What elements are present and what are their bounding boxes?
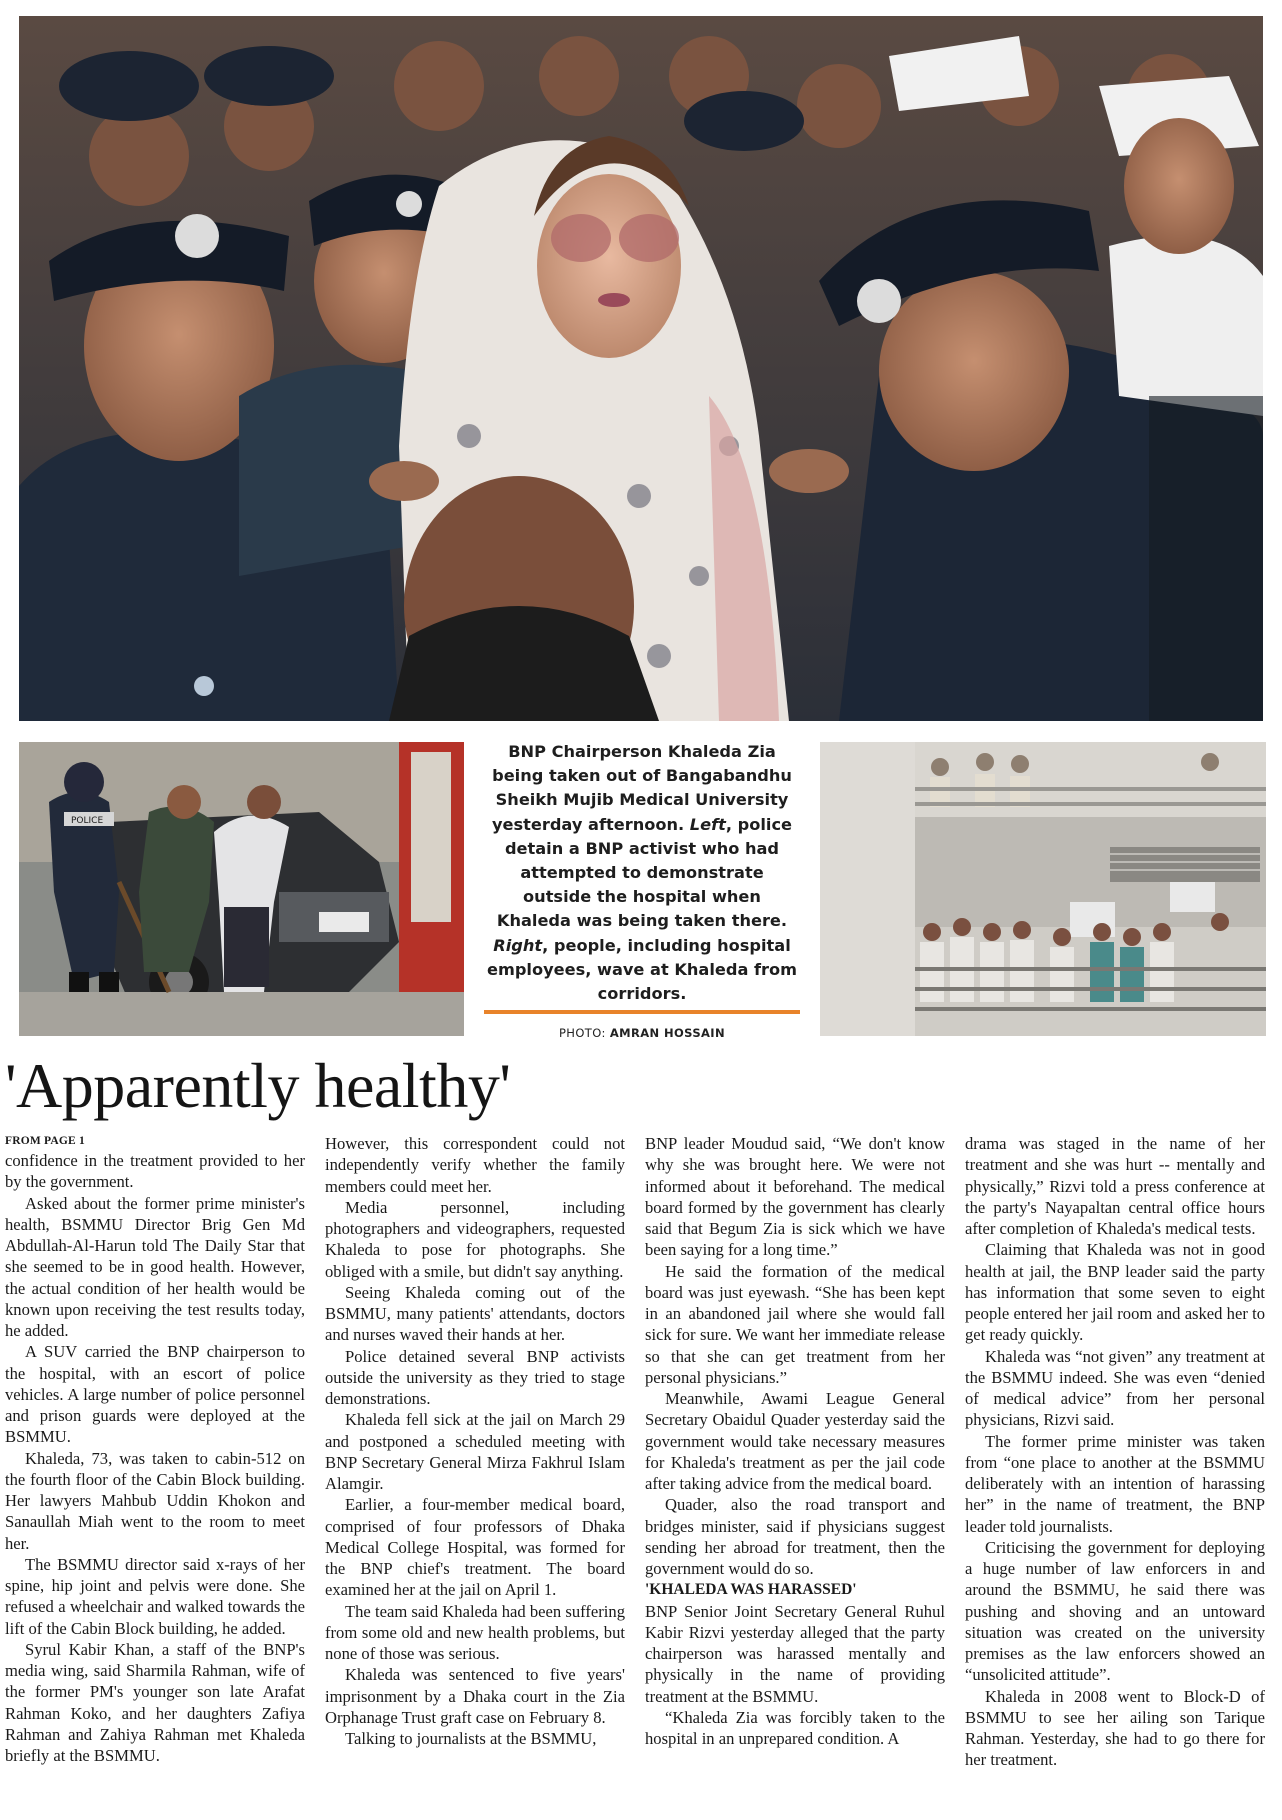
photo-credit [484,1026,800,1040]
main-photo [19,16,1263,721]
paragraph: Talking to journalists at the BSMMU, [345,1729,597,1748]
paragraph: drama was staged in the name of her treatment and she was hurt -- mentally and physically,” Rizvi told a press conference at the party's Nayapaltan central office hours after completion of Khaleda's medical tests. [965,1134,1265,1238]
paragraph: Syrul Kabir Khan, a staff of the BNP's media wing, said Sharmila Rahman, wife of the former PM's younger son late Arafat Rahman Koko, and her daughters Zafiya Rahman and Zahiya Rahman met Khaleda briefly at the BSMMU. [5,1639,305,1765]
caption-part-3: , people, including hospital employees, wave at Khaleda from corridors. [486,935,798,1004]
photo-credit-label: PHOTO: [558,1026,606,1040]
paragraph: However, this correspondent could not independently verify whether the family members could meet her. [325,1134,625,1196]
paragraph: “Khaleda Zia was forcibly taken to the hospital in an unprepared condition. A [645,1707,945,1748]
police-badge-text: POLICE [71,816,104,826]
paragraph: Khaleda, 73, was taken to cabin-512 on the fourth floor of the Cabin Block building. Her lawyers Mahbub Uddin Khokon and Sanaullah Miah went to the room to meet her. [5,1448,305,1553]
paragraph: confidence in the treatment provided to her by the government. [5,1151,305,1192]
paragraph: The BSMMU director said x-rays of her spine, hip joint and pelvis were done. She refused a wheelchair and walked towards the lift of the Cabin Block building, he added. [5,1554,305,1638]
caption-part-1: BNP Chairperson Khaleda Zia being taken out of Bangabandhu Sheikh Mujib Medical University yesterday afternoon. [491,742,792,834]
caption-part-2: , police detain a BNP activist who had attempted to demonstrate outside the hospital when Khaleda was being taken there. [496,814,793,931]
caption-right-word: Right [493,935,543,955]
headline: 'Apparently healthy' [5,1050,511,1121]
paragraph: Criticising the government for deploying a huge number of law enforcers in and around the BSMMU, he said there was pushing and shoving and an untoward situation was created on the university premises as the law enforcers showed an “unsolicited attitude”. [965,1537,1265,1685]
left-photo [19,742,464,1036]
paragraph: Meanwhile, Awami League General Secretary Obaidul Quader yesterday said the government would take necessary measures for Khaleda's treatment as per the jail code after taking advice from the medical board. [645,1389,945,1493]
article-column-1 [5,1133,305,1813]
paragraph: He said the formation of the medical board was just eyewash. “She has been kept in an abandoned jail where she would fall sick for sure. We want her immediate release so that she can get treatment from her personal physicians.” [645,1261,945,1387]
article-column-4 [965,1133,1265,1813]
paragraph: A SUV carried the BNP chairperson to the hospital, with an escort of police vehicles. A large number of police personnel and prison guards were deployed at the BSMMU. [5,1342,305,1447]
paragraph: Khaleda was “not given” any treatment at the BSMMU indeed. She was even “denied of medical advice” from her personal physicians, Rizvi said. [965,1346,1265,1430]
paragraph: Seeing Khaleda coming out of the BSMMU, many patients' attendants, doctors and nurses waved their hands at her. [325,1282,625,1345]
paragraph: Police detained several BNP activists outside the university as they tried to stage demonstrations. [325,1346,625,1408]
caption-text [484,740,800,1006]
paragraph: BNP Senior Joint Secretary General Ruhul Kabir Rizvi yesterday alleged that the party chairperson was harassed mentally and physically in the name of providing treatment at the BSMMU. [645,1601,945,1706]
photo-caption [484,740,800,1040]
paragraph: BNP leader Moudud said, “We don't know why she was brought here. We were not informed about it beforehand. The medical board formed by the government has clearly said that Begum Zia is sick which we have been saying for a long time.” [645,1134,945,1260]
continuation-kicker: FROM PAGE 1 [5,1135,85,1147]
article-column-2 [325,1133,625,1813]
paragraph: Claiming that Khaleda was not in good health at jail, the BNP leader said the party has information that some seven to eight people entered her jail room and asked her to get ready quickly. [965,1240,1265,1345]
subheading: 'KHALEDA WAS HARASSED' [645,1581,857,1599]
paragraph: The team said Khaleda had been suffering from some old and new health problems, but none of those was serious. [325,1601,625,1663]
paragraph: The former prime minister was taken from “one place to another at the BSMMU deliberately with an intention of harassing her” in the name of treatment, the BNP leader told journalists. [965,1431,1265,1536]
paragraph: Asked about the former prime minister's health, BSMMU Director Brig Gen Md Abdullah-Al-Harun told The Daily Star that she seemed to be in good health. However, the actual condition of her health would be known upon receiving the test results today, he added. [5,1193,305,1340]
article-column-3 [645,1133,945,1813]
caption-left-word: Left [689,814,726,834]
right-photo [820,742,1266,1036]
paragraph: Earlier, a four-member medical board, comprised of four professors of Dhaka Medical College Hospital, was formed for the BNP chief's treatment. The board examined her at the jail on April 1. [325,1495,625,1600]
paragraph: Media personnel, including photographers and videographers, requested Khaleda to pose for photographs. She obliged with a smile, but didn't say anything. [325,1197,625,1281]
paragraph: Quader, also the road transport and bridges minister, said if physicians suggest sending her abroad for treatment, then the government would do so. [645,1495,945,1578]
paragraph: Khaleda was sentenced to five years' imprisonment by a Dhaka court in the Zia Orphanage Trust graft case on February 8. [325,1665,625,1727]
photo-credit-name: AMRAN HOSSAIN [609,1026,726,1040]
caption-divider [484,1010,800,1014]
paragraph: Khaleda in 2008 went to Block-D of BSMMU to see her ailing son Tarique Rahman. Yesterday, she had to go there for her treatment. [965,1686,1265,1770]
paragraph: Khaleda fell sick at the jail on March 29 and postponed a scheduled meeting with BNP Secretary General Mirza Fakhrul Islam Alamgir. [325,1410,625,1493]
